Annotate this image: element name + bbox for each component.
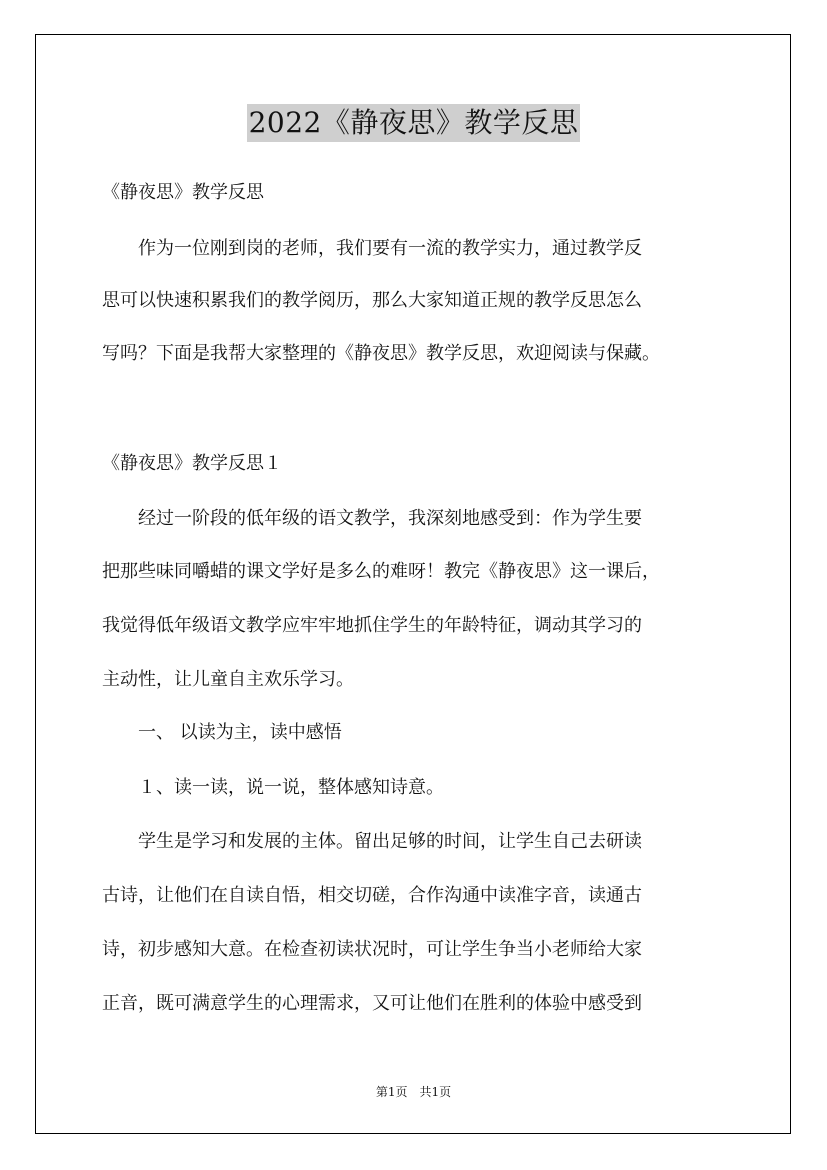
page-footer: 第1页 共1页 [375, 1085, 452, 1099]
paragraph-line: 我觉得低年级语文教学应牢牢地抓住学生的年龄特征，调动其学习的 [102, 615, 642, 636]
paragraph-line: 思可以快速积累我们的教学阅历，那么大家知道正规的教学反思怎么 [102, 290, 642, 311]
subheading-line: １、读一读，说一说，整体感知诗意。 [102, 777, 444, 798]
subtitle-line: 《静夜思》教学反思 [102, 182, 264, 203]
paragraph-line: 经过一阶段的低年级的语文教学，我深刻地感受到：作为学生要 [102, 508, 642, 529]
document-title: 2022《静夜思》教学反思 [247, 104, 581, 142]
paragraph-line: 古诗，让他们在自读自悟，相交切磋，合作沟通中读准字音，读通古 [102, 885, 642, 906]
paragraph-line: 正音，既可满意学生的心理需求，又可让他们在胜利的体验中感受到 [102, 993, 642, 1014]
paragraph-line: 把那些味同嚼蜡的课文学好是多么的难呀！教完《静夜思》这一课后， [102, 561, 660, 582]
subheading-line: 一、 以读为主，读中感悟 [102, 722, 342, 743]
paragraph-line: 作为一位刚到岗的老师，我们要有一流的教学实力，通过教学反 [102, 238, 642, 259]
paragraph-line: 写吗？下面是我帮大家整理的《静夜思》教学反思，欢迎阅读与保藏。 [102, 343, 660, 364]
section-heading: 《静夜思》教学反思１ [102, 453, 282, 474]
paragraph-line: 诗，初步感知大意。在检查初读状况时，可让学生争当小老师给大家 [102, 939, 642, 960]
title-container [0, 104, 827, 142]
paragraph-line: 主动性，让儿童自主欢乐学习。 [102, 669, 354, 690]
paragraph-line: 学生是学习和发展的主体。留出足够的时间，让学生自己去研读 [102, 831, 642, 852]
